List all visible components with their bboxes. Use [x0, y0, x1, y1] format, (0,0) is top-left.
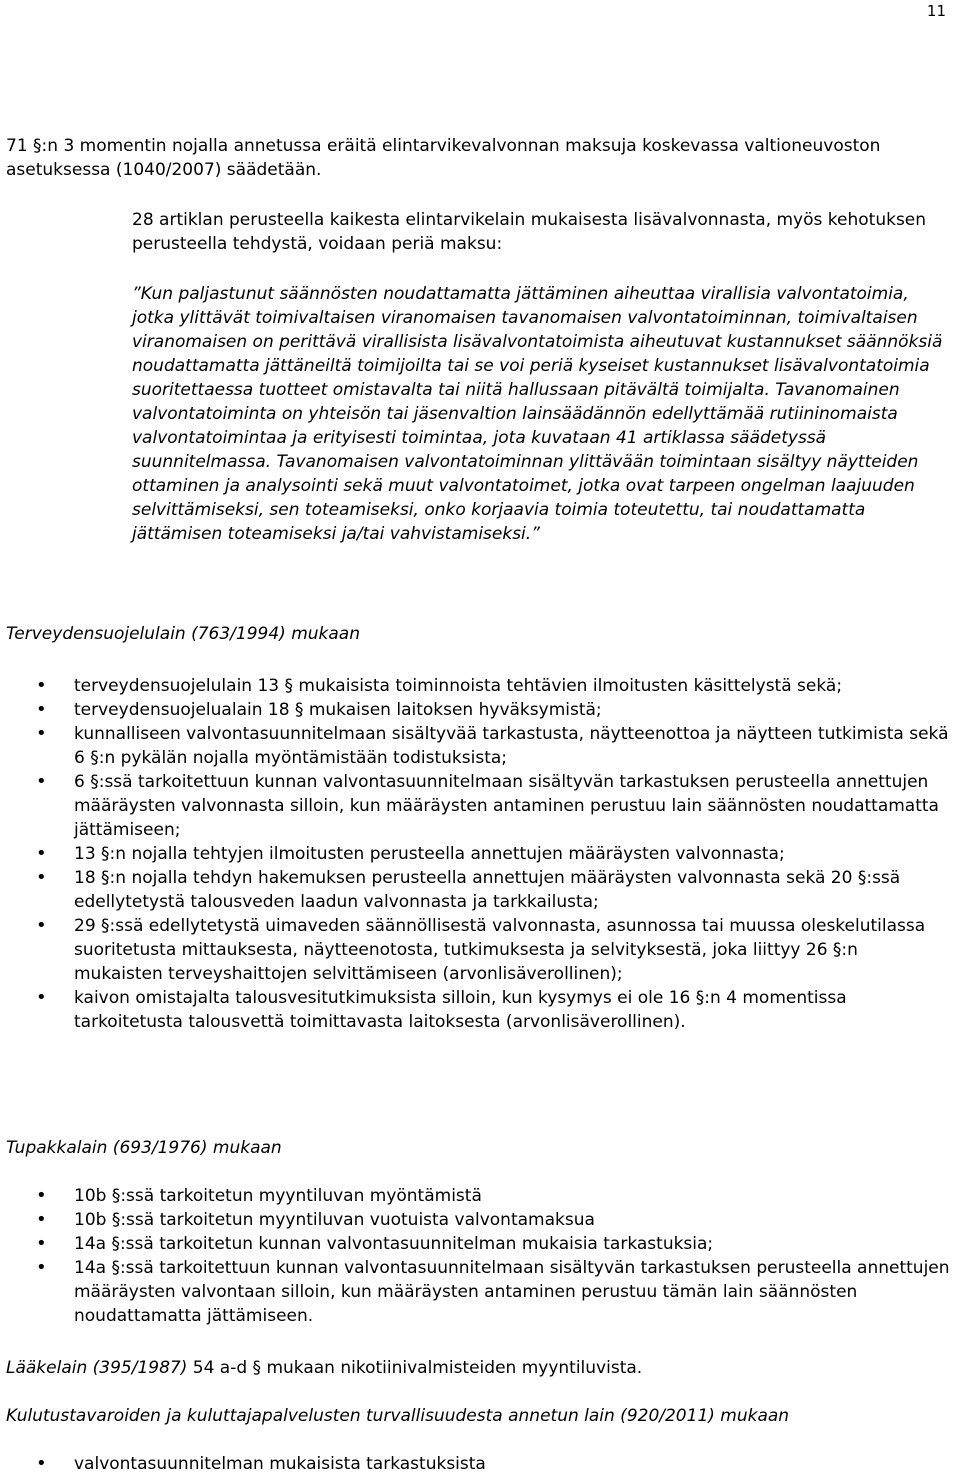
- list-item: • 6 §:ssä tarkoitettuun kunnan valvontasuunnitelmaan sisältyvän tarkastuksen perusteella annettujen määräysten valvonnasta silloin, kun määräysten antaminen perustuu lain säännösten noudattamatta jättämiseen;: [0, 770, 952, 842]
- list-item: • terveydensuojelulain 13 § mukaisista toiminnoista tehtävien ilmoitusten käsittelystä sekä;: [0, 674, 952, 698]
- article-28-paragraph: 28 artiklan perusteella kaikesta elintarvikelain mukaisesta lisävalvonnasta, myös kehotuksen perusteella tehdystä, voidaan periä maksu:: [132, 210, 927, 254]
- list-item: • kunnalliseen valvontasuunnitelmaan sisältyvää tarkastusta, näytteenottoa ja näytteen tutkimista sekä 6 §:n pykälän nojalla myöntämistään todistuksista;: [0, 722, 952, 770]
- list-item: • 29 §:ssä edellytetystä uimaveden säännöllisestä valvonnasta, asunnossa tai muussa oleskelutilassa suoritetusta mittauksesta, näytteenotosta, tutkimuksesta ja selvityksestä, joka liittyy 26 §:n mukaisten terveyshaittojen selvittämiseen (arvonlisäverollinen);: [0, 914, 952, 986]
- list-item: • 10b §:ssä tarkoitetun myyntiluvan myöntämistä: [0, 1184, 952, 1208]
- medicine-law-name: Lääkelain (395/1987): [6, 1358, 188, 1378]
- list-item: • valvontasuunnitelman mukaisista tarkastuksista: [0, 1452, 952, 1476]
- tobacco-law-heading: Tupakkalain (693/1976) mukaan: [6, 1138, 282, 1158]
- health-protection-list: [0, 674, 952, 1034]
- medicine-law-rest: 54 a-d § mukaan nikotiinivalmisteiden myyntiluvista.: [187, 1358, 643, 1378]
- intro-paragraph: 71 §:n 3 momentin nojalla annetussa eräitä elintarvikevalvonnan maksuja koskevassa valtioneuvoston asetuksessa (1040/2007) säädetään.: [6, 136, 881, 180]
- regulation-quote: ”Kun paljastunut säännösten noudattamatta jättäminen aiheuttaa virallisia valvontatoimia, jotka ylittävät toimivaltaisen viranomaisen tavanomaisen valvontatoiminnan, toimivaltaisen viranomaisen on perittävä virallisista lisävalvontatoimista aiheutuvat kustannukset säännöksiä noudattamatta jättäneiltä toimijoilta tai se voi periä kyseiset kustannukset lisävalvontatoimia suoritettaessa tuotteet omistavalta tai niitä hallussaan pitävältä toimijalta. Tavanomainen valvontatoiminta on yhteisön tai jäsenvaltion lainsäädännön edellyttämää rutiininomaista valvontatoimintaa ja erityisesti toimintaa, jota kuvataan 41 artiklassa säädetyssä suunnitelmassa. Tavanomaisen valvontatoiminnan ylittävään toimintaan sisältyy näytteiden ottaminen ja analysointi sekä muut valvontatoimet, jotka ovat tarpeen ongelman laajuuden selvittämiseksi, sen toteamiseksi, onko korjaavia toimia toteutettu, tai noudattamatta jättämisen toteamiseksi ja/tai vahvistamiseksi.”: [132, 284, 943, 544]
- consumer-safety-list: [0, 1452, 952, 1476]
- list-item: • 13 §:n nojalla tehtyjen ilmoitusten perusteella annettujen määräysten valvonnasta;: [0, 842, 952, 866]
- list-item: • 14a §:ssä tarkoitetun kunnan valvontasuunnitelman mukaisia tarkastuksia;: [0, 1232, 952, 1256]
- list-item: • 18 §:n nojalla tehdyn hakemuksen perusteella annettujen määräysten valvonnasta sekä 20 §:ssä edellytetystä talousveden laadun valvonnasta ja tarkkailusta;: [0, 866, 952, 914]
- tobacco-law-list: [0, 1184, 952, 1328]
- health-protection-heading: Terveydensuojelulain (763/1994) mukaan: [6, 624, 360, 644]
- list-item: • terveydensuojelualain 18 § mukaisen laitoksen hyväksymistä;: [0, 698, 952, 722]
- medicine-law-paragraph: [6, 1356, 954, 1380]
- list-item: • 10b §:ssä tarkoitetun myyntiluvan vuotuista valvontamaksua: [0, 1208, 952, 1232]
- consumer-safety-heading: Kulutustavaroiden ja kuluttajapalvelusten turvallisuudesta annetun lain (920/2011) mukaan: [6, 1406, 790, 1426]
- list-item: • kaivon omistajalta talousvesitutkimuksista silloin, kun kysymys ei ole 16 §:n 4 momentissa tarkoitetusta talousvettä toimittavasta laitoksesta (arvonlisäverollinen).: [0, 986, 952, 1034]
- page-number: 11: [926, 2, 946, 20]
- list-item: • 14a §:ssä tarkoitettuun kunnan valvontasuunnitelmaan sisältyvän tarkastuksen perusteella annettujen määräysten valvontaan silloin, kun määräysten antaminen perustuu tämän lain säännösten noudattamatta jättämiseen.: [0, 1256, 952, 1328]
